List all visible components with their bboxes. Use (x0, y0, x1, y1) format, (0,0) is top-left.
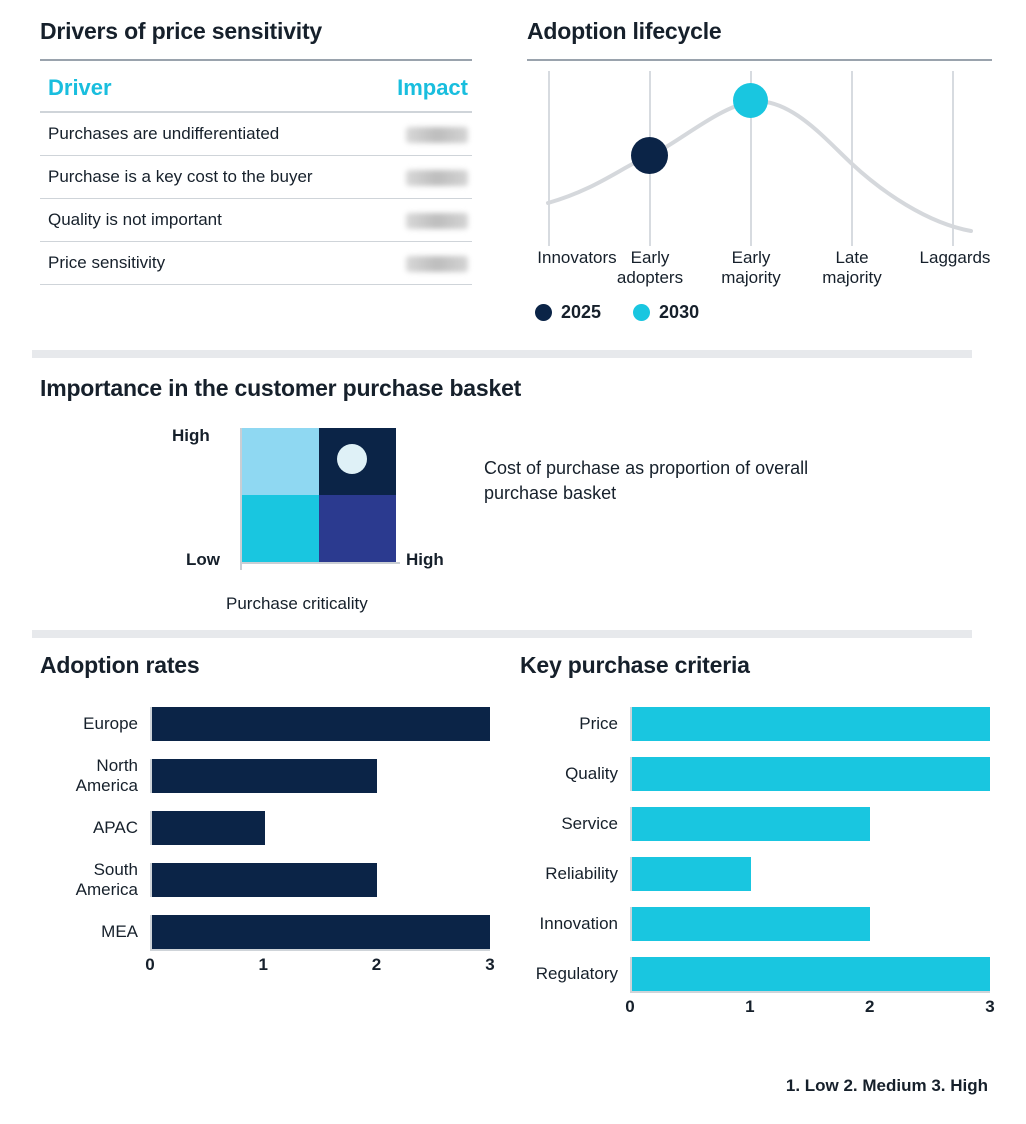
table-row (40, 112, 472, 156)
purchase-basket-matrix-wrap (144, 428, 974, 628)
driver-cell: Quality is not important (40, 199, 371, 242)
legend-swatch-icon (535, 304, 552, 321)
driver-cell: Purchase is a key cost to the buyer (40, 156, 371, 199)
axis-tick-3: 3 (985, 997, 995, 1016)
criteria-x-ticks (625, 993, 995, 1019)
bar-spacer (520, 741, 990, 757)
matrix-cell-low-low (242, 495, 319, 562)
data-point-2025 (631, 137, 668, 174)
bar-track (630, 807, 990, 841)
matrix-cell-high-high (319, 428, 396, 495)
drivers-title: Drivers of price sensitivity (40, 18, 323, 44)
bar-fill-mea (152, 915, 490, 949)
lifecycle-axis-labels (527, 248, 992, 294)
impact-redacted-value (406, 127, 468, 143)
bar-row (520, 957, 990, 991)
key-purchase-criteria-panel (520, 652, 995, 1095)
axis-tick-early-adopters: Early adopters (616, 248, 684, 288)
bar-label: Reliability (545, 864, 618, 884)
impact-redacted-value (406, 213, 468, 229)
adoption-lifecycle-panel (527, 18, 992, 323)
bar-label: Service (561, 814, 618, 834)
bar-track (630, 707, 990, 741)
axis-tick-3: 3 (485, 955, 495, 974)
matrix-cell-high-low (242, 428, 319, 495)
bar-row (520, 707, 990, 741)
bar-track (150, 863, 490, 897)
driver-cell: Purchases are undifferentiated (40, 112, 371, 156)
bar-track (630, 857, 990, 891)
bar-track (630, 757, 990, 791)
axis-tick-1: 1 (258, 955, 268, 974)
bar-label: South America (75, 860, 138, 899)
bar-spacer (520, 891, 990, 907)
legend-label: 2030 (659, 302, 700, 322)
bar-fill-price (632, 707, 990, 741)
bar-fill-quality (632, 757, 990, 791)
legend-swatch-icon (633, 304, 650, 321)
bar-spacer (40, 793, 490, 811)
section-separator (32, 350, 972, 358)
bar-track (150, 811, 490, 845)
matrix-y-high-label: High (172, 426, 210, 445)
section-separator (32, 630, 972, 638)
axis-tick-2: 2 (865, 997, 875, 1016)
legend-label: 2025 (561, 302, 602, 322)
bar-spacer (520, 941, 990, 957)
bar-label: APAC (92, 818, 138, 838)
bar-row (40, 811, 490, 845)
bar-label: Price (579, 714, 618, 734)
matrix-grid (242, 428, 396, 562)
matrix-cell-low-high (319, 495, 396, 562)
impact-cell (371, 156, 472, 199)
impact-redacted-value (406, 170, 468, 186)
bar-track (630, 957, 990, 991)
axis-tick-0: 0 (625, 997, 635, 1016)
bar-label: North America (75, 756, 138, 795)
criteria-bars (520, 707, 990, 991)
drivers-table (40, 71, 472, 285)
axis-tick-laggards: Laggards (919, 248, 991, 267)
bar-label: Innovation (539, 914, 618, 934)
bar-fill-regulatory (632, 957, 990, 991)
bar-fill-reliability (632, 857, 751, 891)
drivers-title-divider (40, 59, 472, 61)
bar-track (150, 707, 490, 741)
adoption-rates-panel (40, 652, 495, 977)
axis-tick-0: 0 (145, 955, 155, 974)
axis-tick-1: 1 (745, 997, 755, 1016)
drivers-panel (40, 18, 472, 285)
matrix-y-low-label: Low (186, 550, 220, 569)
bar-track (630, 907, 990, 941)
bar-label: Europe (83, 714, 138, 734)
lifecycle-legend (527, 302, 992, 323)
adoption-lifecycle-plot (527, 71, 992, 246)
bar-fill-north-america (152, 759, 377, 793)
column-header-driver: Driver (40, 71, 371, 112)
bar-fill-service (632, 807, 870, 841)
bar-row (520, 757, 990, 791)
impact-cell (371, 112, 472, 156)
axis-tick-early-majority: Early majority (721, 248, 781, 288)
matrix-highlight-dot (337, 444, 367, 474)
bar-label: Regulatory (535, 964, 618, 984)
bar-row (40, 915, 490, 949)
data-point-2030 (733, 83, 768, 118)
adoption-rates-bars (40, 707, 490, 949)
impact-redacted-value (406, 256, 468, 272)
bar-spacer (40, 897, 490, 915)
adoption-lifecycle-title: Adoption lifecycle (527, 18, 722, 44)
driver-cell: Price sensitivity (40, 242, 371, 285)
adoption-rates-title: Adoption rates (40, 652, 200, 678)
bar-track (150, 759, 490, 793)
legend-item-2025 (535, 302, 601, 323)
bar-row (520, 807, 990, 841)
bar-fill-innovation (632, 907, 870, 941)
bar-row (40, 756, 490, 795)
bar-row (40, 860, 490, 899)
bar-fill-europe (152, 707, 490, 741)
bar-fill-south-america (152, 863, 377, 897)
table-row (40, 156, 472, 199)
bar-label: MEA (101, 922, 138, 942)
purchase-basket-note: Cost of purchase as proportion of overall purchase basket (484, 458, 809, 504)
bar-spacer (520, 841, 990, 857)
bar-row (40, 707, 490, 741)
adoption-lifecycle-divider (527, 59, 992, 61)
bar-track (150, 915, 490, 949)
axis-tick-late-majority: Late majority (822, 248, 882, 288)
matrix-x-axis (240, 562, 400, 564)
purchase-basket-title: Importance in the customer purchase basket (40, 375, 522, 401)
matrix-x-high-label: High (406, 550, 444, 569)
key-purchase-criteria-title: Key purchase criteria (520, 652, 750, 678)
adoption-x-ticks (145, 951, 495, 977)
table-header-row (40, 71, 472, 112)
column-header-impact: Impact (371, 71, 472, 112)
bar-row (520, 907, 990, 941)
matrix-x-axis-title: Purchase criticality (226, 594, 368, 613)
bar-row (520, 857, 990, 891)
bar-fill-apac (152, 811, 265, 845)
bar-label: Quality (565, 764, 618, 784)
axis-tick-innovators: Innovators (537, 248, 617, 267)
legend-item-2030 (633, 302, 699, 323)
impact-cell (371, 199, 472, 242)
purchase-basket-panel (40, 375, 980, 628)
table-row (40, 199, 472, 242)
impact-cell (371, 242, 472, 285)
bar-spacer (520, 791, 990, 807)
criteria-scale-note: 1. Low 2. Medium 3. High (785, 1076, 988, 1095)
table-row (40, 242, 472, 285)
axis-tick-2: 2 (371, 955, 382, 974)
